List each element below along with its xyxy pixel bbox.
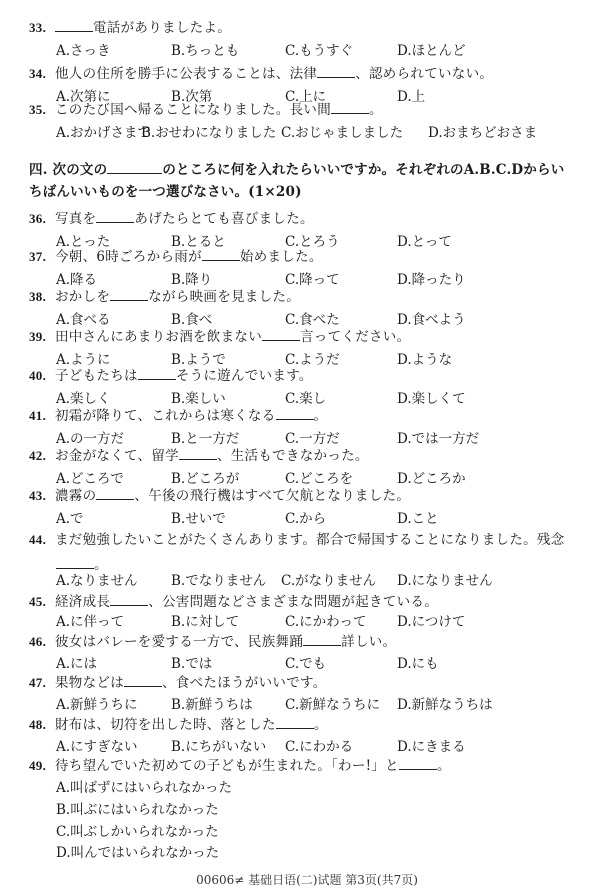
option-c: C.降って xyxy=(285,272,340,288)
question-text-post: 、午後の飛行機はすべて欠航となりました。 xyxy=(134,488,411,504)
option-d: D.どころか xyxy=(397,471,466,487)
option-a: A.には xyxy=(56,656,98,672)
options-35 xyxy=(56,121,596,139)
option-b: B.とると xyxy=(171,234,226,250)
question-39 xyxy=(29,325,410,345)
answer-blank xyxy=(110,288,148,301)
option-a: A.とった xyxy=(56,234,111,250)
option-a: A.降る xyxy=(56,272,98,288)
option-b: B.ようで xyxy=(171,352,226,368)
option-a: A.で xyxy=(56,511,84,527)
question-33 xyxy=(29,16,231,36)
question-34 xyxy=(29,62,493,82)
option-c: C.もうすぐ xyxy=(285,43,354,59)
option-b: B.と一方だ xyxy=(171,431,240,447)
question-number: 41. xyxy=(29,408,47,423)
option-d: D.になりません xyxy=(397,573,493,589)
section-heading-line1 xyxy=(29,158,564,178)
question-text-pre: 経済成長 xyxy=(55,594,111,610)
options-37 xyxy=(56,268,596,286)
option-a: A.どころで xyxy=(56,471,124,487)
question-43 xyxy=(29,484,410,504)
question-49 xyxy=(29,754,451,774)
option-c: C.叫ぶしかいられなかった xyxy=(56,824,219,840)
option-b: B.食べ xyxy=(171,312,213,328)
question-44 xyxy=(29,528,565,548)
answer-blank xyxy=(56,556,94,569)
question-number: 36. xyxy=(29,211,47,226)
question-number: 45. xyxy=(29,594,47,609)
option-b: B.ちっとも xyxy=(171,43,240,59)
option-d: D.とって xyxy=(397,234,452,250)
option-c: C.食べた xyxy=(285,312,340,328)
option-a: A.次第に xyxy=(56,89,111,105)
option-d: D.こと xyxy=(397,511,439,527)
question-number: 39. xyxy=(29,329,47,344)
option-c: C.新鮮なうちに xyxy=(285,697,381,713)
question-text-post: 、食べたほうがいいです。 xyxy=(162,675,327,691)
option-b: B.にちがいない xyxy=(171,739,267,755)
question-number: 34. xyxy=(29,66,47,81)
answer-blank xyxy=(276,407,314,420)
section-number: 四. xyxy=(29,162,48,178)
question-35 xyxy=(29,98,383,118)
options-33 xyxy=(56,39,596,57)
section-blank xyxy=(107,161,162,174)
option-d: D.ほとんど xyxy=(397,43,466,59)
question-text-post: ながら映画を見ました。 xyxy=(148,289,301,305)
options-47 xyxy=(56,693,596,711)
question-text-pre: 財布は、切符を出した時、落とした xyxy=(55,717,276,733)
question-text-pre: まだ勉強したいことがたくさんあります。都合で帰国することになりました。残念 xyxy=(55,532,565,548)
question-text-post: 、認められていない。 xyxy=(355,66,494,82)
option-c: C.にかわって xyxy=(285,614,367,630)
answer-blank xyxy=(138,367,176,380)
question-text-pre: 子どもたちは xyxy=(55,368,138,384)
option-b: B.おせわになりました xyxy=(141,125,277,141)
question-text-pre: 濃霧の xyxy=(55,488,97,504)
question-42 xyxy=(29,444,369,464)
answer-blank xyxy=(55,19,93,32)
option-b: B.降り xyxy=(171,272,213,288)
option-d: D.ような xyxy=(397,352,453,368)
option-a: A.食べる xyxy=(56,312,111,328)
question-number: 48. xyxy=(29,717,47,732)
answer-blank xyxy=(331,101,369,114)
question-47 xyxy=(29,671,327,691)
answer-blank xyxy=(96,487,134,500)
question-45 xyxy=(29,590,438,610)
section-text-post: のところに何を入れたらいいですか。それぞれのA.B.C.Dからい xyxy=(162,162,565,178)
question-text-pre: 他人の住所を勝手に公表することは、法律 xyxy=(55,66,318,82)
option-b: B.でなりません xyxy=(171,573,267,589)
option-d: D.楽しくて xyxy=(397,391,466,407)
options-42 xyxy=(56,467,596,485)
option-d: D.おまちどおさま xyxy=(428,125,538,141)
question-number: 47. xyxy=(29,675,47,690)
answer-blank xyxy=(262,328,300,341)
question-text-pre: 彼女はバレーを愛する一方で、民族舞踊 xyxy=(55,634,304,650)
answer-blank xyxy=(399,757,437,770)
answer-blank xyxy=(202,248,240,261)
options-43 xyxy=(56,507,596,525)
option-b: B.せいで xyxy=(171,511,226,527)
option-b: B.新鮮うちは xyxy=(171,697,253,713)
question-text-pre: 初霜が降りて、これからは寒くなる xyxy=(55,408,276,424)
question-text-pre: 今朝、6時ごろから雨が xyxy=(55,249,202,265)
options-46 xyxy=(56,652,596,670)
question-text-post: 。 xyxy=(369,102,383,118)
option-d: D.では一方だ xyxy=(397,431,480,447)
question-number: 46. xyxy=(29,634,47,649)
option-c: C.ようだ xyxy=(285,352,340,368)
option-a: A.さっき xyxy=(56,43,111,59)
question-41 xyxy=(29,404,327,424)
question-text-post: 。 xyxy=(313,717,328,733)
section-heading-line2: ちばんいいものを一つ選びなさい。(1×20) xyxy=(29,184,302,200)
option-c: C.一方だ xyxy=(285,431,340,447)
question-text-post: 始めました。 xyxy=(239,249,323,265)
question-36 xyxy=(29,207,314,227)
option-a: A.なりません xyxy=(56,573,138,589)
question-text-pre: 田中さんにあまりお酒を飲まない xyxy=(55,329,262,345)
option-d: D.食べよう xyxy=(397,312,466,328)
answer-blank xyxy=(124,674,162,687)
option-c: C.でも xyxy=(285,656,327,672)
options-38 xyxy=(56,308,596,326)
question-46 xyxy=(29,630,396,650)
option-b: B.どころが xyxy=(171,471,240,487)
question-text-post: 。 xyxy=(436,758,451,774)
question-text-post: 、生活もできなかった。 xyxy=(216,448,369,464)
question-text-post: あげたらとても喜びました。 xyxy=(134,211,314,227)
option-a: A.新鮮うちに xyxy=(56,697,138,713)
answer-blank xyxy=(110,593,148,606)
option-b: B.叫ぶにはいられなかった xyxy=(56,802,219,818)
options-40 xyxy=(56,387,596,405)
option-c: C.にわかる xyxy=(285,739,354,755)
option-b: B.に対して xyxy=(171,614,240,630)
question-38 xyxy=(29,285,300,305)
question-number: 44. xyxy=(29,532,47,547)
question-text-post: 詳しい。 xyxy=(341,634,397,650)
answer-blank xyxy=(96,210,134,223)
option-c: C.から xyxy=(285,511,327,527)
option-a: A.楽しく xyxy=(56,391,111,407)
option-d: D.叫んではいられなかった xyxy=(56,845,220,861)
answer-blank xyxy=(179,447,217,460)
section-text-pre: 次の文の xyxy=(52,162,108,178)
option-a: A.おかげさまで xyxy=(56,125,152,141)
question-number: 43. xyxy=(29,488,47,503)
question-number: 42. xyxy=(29,448,47,463)
option-a: A.の一方だ xyxy=(56,431,125,447)
option-c: C.どころを xyxy=(285,471,354,487)
question-number: 37. xyxy=(29,249,47,264)
option-b: B.楽しい xyxy=(171,391,226,407)
page-footer: 00606≠ 基础日语(二)试题 第3页(共7页) xyxy=(196,873,418,887)
option-c: C.上に xyxy=(285,89,327,105)
answer-blank xyxy=(317,65,355,78)
question-number: 49. xyxy=(29,758,47,773)
question-text-post: 、公害問題などさまざまな問題が起きている。 xyxy=(148,594,439,610)
question-37 xyxy=(29,245,323,265)
question-text-pre: お金がなくて、留学 xyxy=(55,448,179,464)
question-48 xyxy=(29,713,328,733)
option-b: B.では xyxy=(171,656,213,672)
option-d: D.降ったり xyxy=(397,272,466,288)
option-a: A.にすぎない xyxy=(56,739,138,755)
option-c: C.がなりません xyxy=(281,573,377,589)
option-c: C.とろう xyxy=(285,234,340,250)
option-a: A.に伴って xyxy=(56,614,125,630)
question-text: 電話がありましたよ。 xyxy=(93,20,231,36)
option-c: C.楽し xyxy=(285,391,327,407)
options-48 xyxy=(56,735,596,753)
question-text-post: 。 xyxy=(313,408,328,424)
option-c: C.おじゃましました xyxy=(281,125,404,141)
option-d: D.につけて xyxy=(397,614,466,630)
option-d: D.にきまる xyxy=(397,739,466,755)
question-text-pre: 果物などは xyxy=(55,675,124,691)
question-text-post: そうに遊んでいます。 xyxy=(175,368,313,384)
answer-blank xyxy=(303,633,341,646)
question-40 xyxy=(29,364,313,384)
question-text-pre: おかしを xyxy=(55,289,111,305)
options-45 xyxy=(56,610,596,628)
question-number: 38. xyxy=(29,289,47,304)
question-text-pre: このたび国へ帰ることになりました。長い間 xyxy=(55,102,331,118)
question-number: 33. xyxy=(29,20,47,35)
option-a: A.ように xyxy=(56,352,111,368)
question-number: 40. xyxy=(29,368,47,383)
option-b: B.次第 xyxy=(171,89,213,105)
answer-blank xyxy=(276,716,314,729)
question-text-pre: 待ち望んでいた初めての子どもが生まれた。「わー!」と xyxy=(55,758,399,774)
option-a: A.叫ばずにはいられなかった xyxy=(56,780,233,796)
option-d: D.にも xyxy=(397,656,439,672)
question-text-post: 。 xyxy=(94,557,108,573)
options-44 xyxy=(56,569,596,587)
question-text-pre: 写真を xyxy=(55,211,97,227)
question-text-post: 言ってください。 xyxy=(300,329,411,345)
options-41 xyxy=(56,427,596,445)
question-number: 35. xyxy=(29,102,47,117)
option-d: D.上 xyxy=(397,89,426,105)
option-d: D.新鮮なうちは xyxy=(397,697,493,713)
